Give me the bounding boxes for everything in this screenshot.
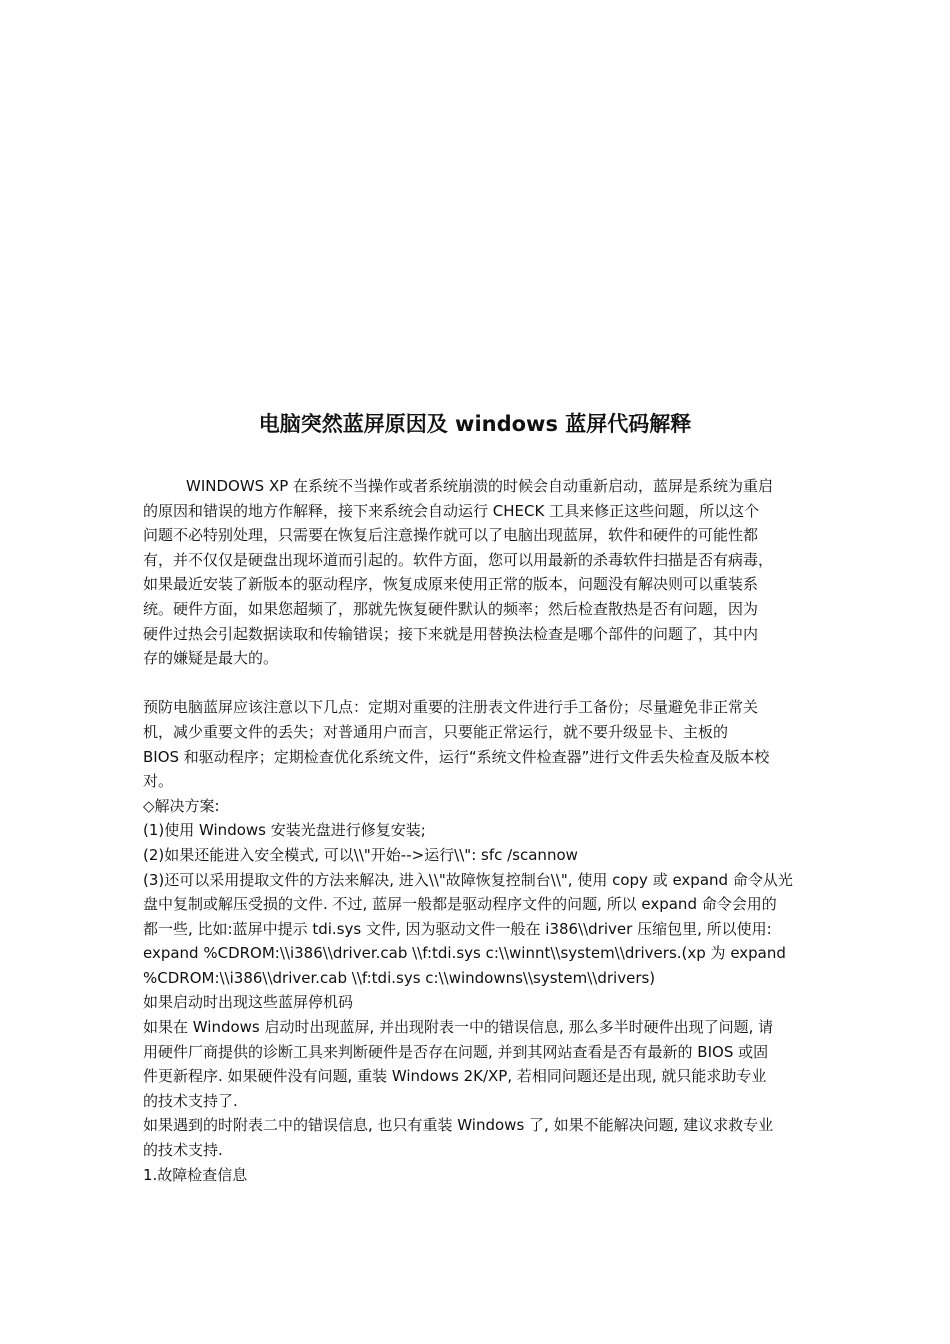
intro-paragraph bbox=[143, 474, 807, 671]
solution-line: expand %CDROM:\\i386\\driver.cab \\f:tdi.sys c:\\winnt\\system\\drivers.(xp 为 expand bbox=[143, 944, 786, 963]
solution-line: 的技术支持了. bbox=[143, 1091, 238, 1110]
prevention-line: 对。 bbox=[143, 772, 174, 791]
solution-line: 如果遇到的时附表二中的错误信息, 也只有重装 Windows 了, 如果不能解决问题, 建议求救专业 bbox=[143, 1116, 774, 1135]
document-body bbox=[143, 474, 807, 1187]
paragraph-gap bbox=[143, 671, 807, 696]
solution-line: 盘中复制或解压受损的文件. 不过, 蓝屏一般都是驱动程序文件的问题, 所以 expand 命令会用的 bbox=[143, 895, 777, 914]
intro-line: 有，并不仅仅是硬盘出现坏道而引起的。软件方面，您可以用最新的杀毒软件扫描是否有病毒， bbox=[143, 550, 774, 569]
solution-line: (3)还可以采用提取文件的方法来解决, 进入\\"故障恢复控制台\\", 使用 copy 或 expand 命令从光 bbox=[143, 870, 793, 889]
solution-line: 用硬件厂商提供的诊断工具来判断硬件是否存在问题, 并到其网站查看是否有最新的 BIOS 或固 bbox=[143, 1042, 769, 1061]
solution-line: 的技术支持. bbox=[143, 1141, 223, 1160]
page-title: 电脑突然蓝屏原因及 windows 蓝屏代码解释 bbox=[258, 412, 692, 436]
intro-line: 统。硬件方面，如果您超频了，那就先恢复硬件默认的频率；然后检查散热是否有问题，因为 bbox=[143, 599, 759, 618]
intro-line: 的原因和错误的地方作解释，接下来系统会自动运行 CHECK 工具来修正这些问题，所以这个 bbox=[143, 501, 760, 520]
intro-line: 问题不必特别处理，只需要在恢复后注意操作就可以了电脑出现蓝屏，软件和硬件的可能性都 bbox=[143, 526, 759, 545]
solution-line: 如果启动时出现这些蓝屏停机码 bbox=[143, 993, 354, 1012]
intro-line: 如果最近安装了新版本的驱动程序，恢复成原来使用正常的版本，问题没有解决则可以重装系 bbox=[143, 575, 759, 594]
solution-line: %CDROM:\\i386\\driver.cab \\f:tdi.sys c:\\windowns\\system\\drivers) bbox=[143, 968, 656, 987]
solution-line: (1)使用 Windows 安装光盘进行修复安装; bbox=[143, 821, 426, 840]
intro-line: 硬件过热会引起数据读取和传输错误；接下来就是用替换法检查是哪个部件的问题了，其中内 bbox=[143, 624, 759, 643]
solution-line: (2)如果还能进入安全模式, 可以\\"开始-->运行\\": sfc /scannow bbox=[143, 845, 578, 864]
prevention-line: 机，减少重要文件的丢失；对普通用户而言，只要能正常运行，就不要升级显卡、主板的 bbox=[143, 722, 729, 741]
solution-heading: ◇解决方案: bbox=[143, 796, 220, 815]
solution-line: 如果在 Windows 启动时出现蓝屏, 并出现附表一中的错误信息, 那么多半时硬件出现了问题, 请 bbox=[143, 1018, 774, 1037]
prevention-line: BIOS 和驱动程序；定期检查优化系统文件，运行“系统文件检查器”进行文件丢失检查及版本校 bbox=[143, 747, 770, 766]
solution-line: 件更新程序. 如果硬件没有问题, 重装 Windows 2K/XP, 若相同问题还是出现, 就只能求助专业 bbox=[143, 1067, 767, 1086]
intro-line: WINDOWS XP 在系统不当操作或者系统崩溃的时候会自动重新启动，蓝屏是系统为重启 bbox=[186, 477, 774, 495]
solution-line: 1.故障检查信息 bbox=[143, 1165, 248, 1184]
solution-line: 都一些, 比如:蓝屏中提示 tdi.sys 文件, 因为驱动文件一般在 i386\\driver 压缩包里, 所以使用: bbox=[143, 919, 772, 938]
solution-section bbox=[143, 794, 807, 1188]
intro-line: 存的嫌疑是最大的。 bbox=[143, 649, 279, 668]
prevention-paragraph bbox=[143, 695, 807, 793]
prevention-line: 预防电脑蓝屏应该注意以下几点：定期对重要的注册表文件进行手工备份；尽量避免非正常关 bbox=[143, 698, 759, 717]
